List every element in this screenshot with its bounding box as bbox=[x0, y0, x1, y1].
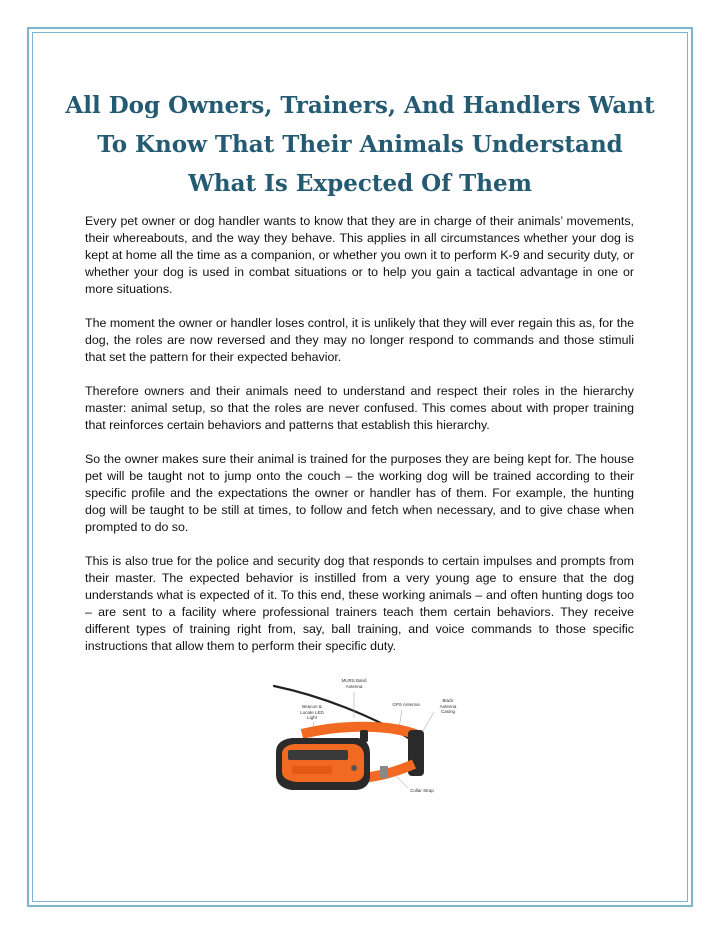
paragraph-1: Every pet owner or dog handler wants to know that they are in charge of their animals’ movements, their whereabouts, and the way they behave. This applies in all circumstances whether your dog is kept at home all the time as a companion, or whether you own it to perform K-9 and security duty, or whether your dog is used in combat situations or to help you gain a tactical advantage in one or more situations. bbox=[85, 214, 634, 296]
paragraph-4: So the owner makes sure their animal is trained for the purposes they are being kept for. The house pet will be taught not to jump onto the couch – the working dog will be trained according to their specific profile and the expectations the owner or handler has of them. For example, the hunting dog will be taught to be still at times, to follow and fetch when necessary, and to give chase when prompted to do so. bbox=[85, 452, 634, 534]
callout-black-antenna-casing: Black Antenna Casing bbox=[439, 698, 457, 714]
paragraph-5: This is also true for the police and security dog that responds to certain impulses and prompts from their master. The expected behavior is instilled from a very young age to ensure that the dog understands what is expected of it. To this end, these working animals – and often hunting dogs too – are sent to a facility where professional trainers teach them certain behaviors. They receive different types of training right from, say, ball training, and voice commands to those specific instructions that allow them to perform their specific duty. bbox=[85, 554, 634, 653]
callout-collar-strap: Collar Strap bbox=[410, 788, 434, 793]
collar-figure bbox=[262, 674, 472, 800]
gps-collar-illustration bbox=[262, 674, 472, 800]
page-title: All Dog Owners, Trainers, And Handlers Want To Know That Their Animals Understand What Is Expected Of Them bbox=[65, 92, 655, 197]
paragraph-2: The moment the owner or handler loses control, it is unlikely that they will ever regain this as, for the dog, the roles are now reversed and they may no longer respond to commands and those stimuli that set the pattern for their expected behavior. bbox=[85, 316, 634, 364]
article-body bbox=[85, 213, 634, 672]
callout-gps-antenna: GPS Antenna bbox=[392, 702, 420, 707]
callout-murs-antenna: MURS Band Antenna bbox=[341, 678, 367, 689]
paragraph-3: Therefore owners and their animals need to understand and respect their roles in the hierarchy master: animal setup, so that the roles are never confused. This comes about with proper training that reinforces certain behaviors and patterns that establish this hierarchy. bbox=[85, 384, 634, 432]
callout-beacon-led: Beacon & Locate LED Light bbox=[300, 704, 324, 720]
